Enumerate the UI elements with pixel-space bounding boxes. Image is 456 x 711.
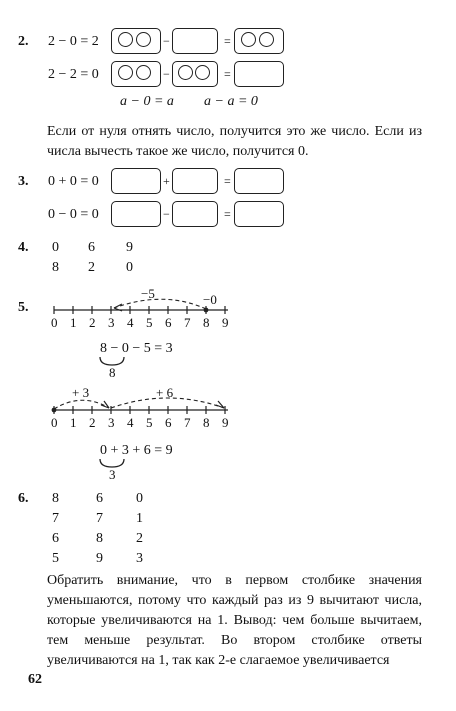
tick-label: 1	[70, 415, 77, 430]
tick-label: 0	[51, 415, 58, 430]
ex2-box-2c	[234, 61, 284, 87]
ex5-expression-1: 8 − 0 − 5 = 3	[100, 341, 173, 356]
exercise-5-number: 5.	[18, 300, 29, 315]
exercise-4-number: 4.	[18, 240, 29, 255]
plus-sign: +	[163, 174, 170, 188]
ex2-box-1b	[172, 28, 218, 54]
ex6-cell: 9	[96, 551, 103, 566]
ex3-box-1a	[111, 168, 161, 194]
rule-zero-subtract: a − 0 = a	[120, 94, 174, 109]
ex4-cell: 0	[126, 260, 133, 275]
tick-label: 8	[203, 415, 210, 430]
exercise-2-number: 2.	[18, 34, 29, 49]
ex3-equation-1: 0 + 0 = 0	[48, 174, 99, 189]
ex2-explanation: Если от нуля отнять число, получится это же число. Если из числа вычесть такое же число, получится 0.	[47, 124, 422, 159]
ex6-cell: 0	[136, 491, 143, 506]
equals-sign: =	[224, 67, 231, 81]
ex2-box-1a	[111, 28, 161, 54]
tick-label: 2	[89, 415, 96, 430]
ex5-expression-2: 0 + 3 + 6 = 9	[100, 443, 173, 458]
exercise-6-number: 6.	[18, 491, 29, 506]
ex3-box-2c	[234, 201, 284, 227]
minus-sign: −	[163, 67, 170, 81]
tick-label: 3	[108, 315, 115, 330]
tick-label: 2	[89, 315, 96, 330]
tick-label: 7	[184, 315, 191, 330]
ex6-explanation: Обратить внимание, что в первом столбике значения уменьшаются, потому что каждый раз из 9 вычитают числа, которые увеличиваются на 1. Вывод: чем больше вычитаем, тем меньше результат. Во втором столбике ответы увеличиваются на 1, так как 2-е слагаемое увеличивается	[47, 573, 422, 668]
ex6-cell: 8	[96, 531, 103, 546]
circle-icon	[259, 32, 274, 47]
ex3-equation-2: 0 − 0 = 0	[48, 207, 99, 222]
equals-sign: =	[224, 207, 231, 221]
exercise-3-number: 3.	[18, 174, 29, 189]
ex2-box-2b	[172, 61, 218, 87]
tick-label: 4	[127, 415, 134, 430]
tick-label: 9	[222, 315, 229, 330]
ex3-box-2a	[111, 201, 161, 227]
ex6-cell: 1	[136, 511, 143, 526]
minus-sign: −	[163, 34, 170, 48]
ex2-box-1c	[234, 28, 284, 54]
circle-icon	[118, 32, 133, 47]
tick-label: 3	[108, 415, 115, 430]
tick-label: 1	[70, 315, 77, 330]
ex3-box-1c	[234, 168, 284, 194]
ex2-equation-2: 2 − 2 = 0	[48, 67, 99, 82]
tick-label: 8	[203, 315, 210, 330]
arc-label-plus-3: + 3	[72, 385, 90, 400]
minus-sign: −	[163, 207, 170, 221]
ex5-brace-2-value: 3	[109, 467, 116, 482]
circle-icon	[118, 65, 133, 80]
ex5-brace-1-value: 8	[109, 365, 116, 380]
tick-label: 4	[127, 315, 134, 330]
ex4-cell: 0	[52, 240, 59, 255]
ex6-cell: 8	[52, 491, 59, 506]
circle-icon	[136, 32, 151, 47]
ex4-cell: 9	[126, 240, 133, 255]
arc-label-plus-6: + 6	[156, 385, 174, 400]
arc-label-minus-0: −0	[203, 292, 217, 307]
ex6-cell: 6	[52, 531, 59, 546]
ex6-cell: 3	[136, 551, 143, 566]
tick-label: 5	[146, 315, 153, 330]
ex6-cell: 6	[96, 491, 103, 506]
ex4-cell: 8	[52, 260, 59, 275]
ex4-cell: 6	[88, 240, 95, 255]
circle-icon	[136, 65, 151, 80]
ex6-cell: 7	[96, 511, 103, 526]
circle-icon	[195, 65, 210, 80]
tick-label: 6	[165, 415, 172, 430]
circle-icon	[241, 32, 256, 47]
tick-label: 7	[184, 415, 191, 430]
tick-label: 0	[51, 315, 58, 330]
circle-icon	[178, 65, 193, 80]
tick-label: 9	[222, 415, 229, 430]
ex6-cell: 2	[136, 531, 143, 546]
ex2-equation-1: 2 − 0 = 2	[48, 34, 99, 49]
ex6-cell: 7	[52, 511, 59, 526]
page-number: 62	[28, 672, 42, 687]
ex3-box-2b	[172, 201, 218, 227]
arc-label-minus-5: −5	[141, 286, 155, 301]
rule-self-subtract: a − a = 0	[204, 94, 258, 109]
number-line-1	[46, 288, 276, 328]
ex2-box-2a	[111, 61, 161, 87]
ex4-cell: 2	[88, 260, 95, 275]
ex6-cell: 5	[52, 551, 59, 566]
equals-sign: =	[224, 34, 231, 48]
tick-label: 6	[165, 315, 172, 330]
ex3-box-1b	[172, 168, 218, 194]
tick-label: 5	[146, 415, 153, 430]
equals-sign: =	[224, 174, 231, 188]
